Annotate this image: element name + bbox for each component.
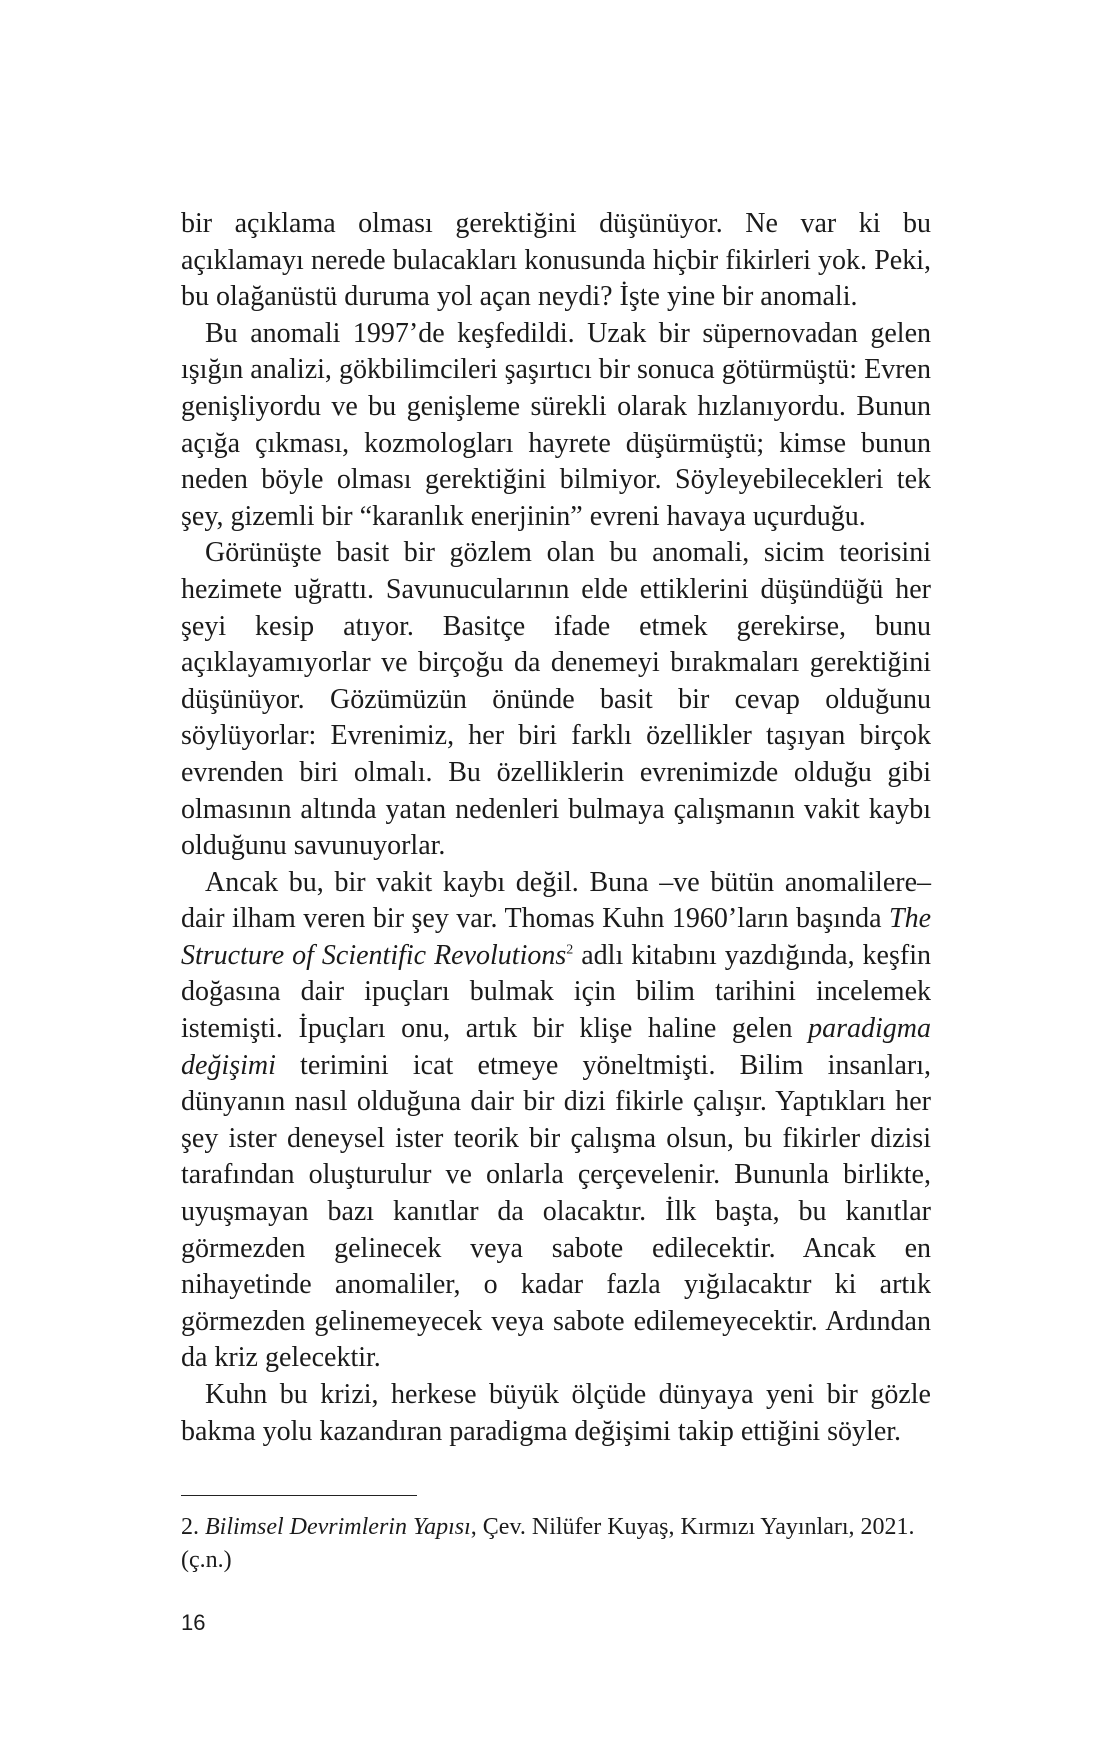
paragraph-5-text: Kuhn bu krizi, herkese büyük ölçüde dünyaya yeni bir gözle bakma yolu kazandıran paradigma değişimi takip ettiğini söyler. — [181, 1379, 931, 1447]
footnote-number: 2. — [181, 1514, 205, 1540]
footnote-divider — [181, 1495, 417, 1496]
paragraph-4-text-b: adlı kitabını yazdığında, keşfin doğasına dair ipuçları bulmak için bilim tarihini incelemek istemişti. İpuçları onu, artık bir klişe haline gelen — [181, 939, 931, 1045]
paragraph-2-text: Bu anomali 1997’de keşfedildi. Uzak bir süpernovadan gelen ışığın analizi, gökbilimcileri şaşırtıcı bir sonuca götürmüştü: Evren genişliyordu ve bu genişleme sürekli olarak hızlanıyordu. Bunun açığa çıkması, kozmologları hayrete düşürmüştü; kimse bunun neden böyle olması gerektiğini bilmiyor. Söyleyebilecekleri tek şey, gizemli bir “karanlık enerjinin” evreni havaya uçurduğu. — [181, 317, 931, 532]
paragraph-2 — [181, 316, 931, 536]
term-paradigm-shift: paradigma değişimi — [181, 1013, 931, 1081]
body-text — [181, 206, 931, 1450]
paragraph-4-text-c: terimini icat etmeye yöneltmişti. Bilim insanları, dünyanın nasıl olduğuna dair bir dizi fikirle çalışır. Yaptıkları her şey ister deneysel ister teorik bir çalışma olsun, bu fikirler dizisi tarafından oluşturulur ve onlarla çerçevelenir. Bununla birlikte, uyuşmayan bazı kanıtlar da olacaktır. İlk başta, bu kanıtlar görmezden gelinecek veya sabote edilecektir. Ancak en nihayetinde anomaliler, o kadar fazla yığılacaktır ki artık görmezden gelinemeyecek veya sabote edilemeyecektir. Ardından da kriz gelecektir. — [181, 1049, 931, 1374]
footnote-book-title: Bilimsel Devrimlerin Yapısı — [205, 1514, 471, 1540]
footnote — [181, 1511, 931, 1577]
footnote-reference: 2 — [566, 942, 574, 958]
paragraph-3-text: Görünüşte basit bir gözlem olan bu anomali, sicim teorisini hezimete uğrattı. Savunucularının elde ettiklerini düşündüğü her şeyi kesip atıyor. Basitçe ifade etmek gerekirse, bunu açıklayamıyorlar ve birçoğu da denemeyi bırakmaları gerektiğini düşünüyor. Gözümüzün önünde basit bir cevap olduğunu söylüyorlar: Evrenimiz, her biri farklı özellikler taşıyan birçok evrenden biri olmalı. Bu özelliklerin evrenimizde olduğu gibi olmasının altında yatan nedenleri bulmaya çalışmanın vakit kaybı olduğunu savunuyorlar. — [181, 537, 931, 862]
paragraph-1-text: bir açıklama olması gerektiğini düşünüyor. Ne var ki bu açıklamayı nerede bulacakları konusunda hiçbir fikirleri yok. Peki, bu olağanüstü duruma yol açan neydi? İşte yine bir anomali. — [181, 208, 931, 313]
paragraph-1 — [181, 206, 931, 316]
paragraph-5 — [181, 1377, 931, 1450]
book-title-english: The Structure of Scientific Revolutions — [181, 903, 931, 971]
paragraph-4-text-a: Ancak bu, bir vakit kaybı değil. Buna –ve bütün anomalilere– dair ilham veren bir şey var. Thomas Kuhn 1960’ların başında — [181, 866, 931, 935]
footnote-text: , Çev. Nilüfer Kuyaş, Kırmızı Yayınları, 2021. (ç.n.) — [181, 1514, 915, 1573]
paragraph-3 — [181, 535, 931, 864]
paragraph-4 — [181, 865, 931, 1377]
page-number: 16 — [181, 1610, 206, 1635]
